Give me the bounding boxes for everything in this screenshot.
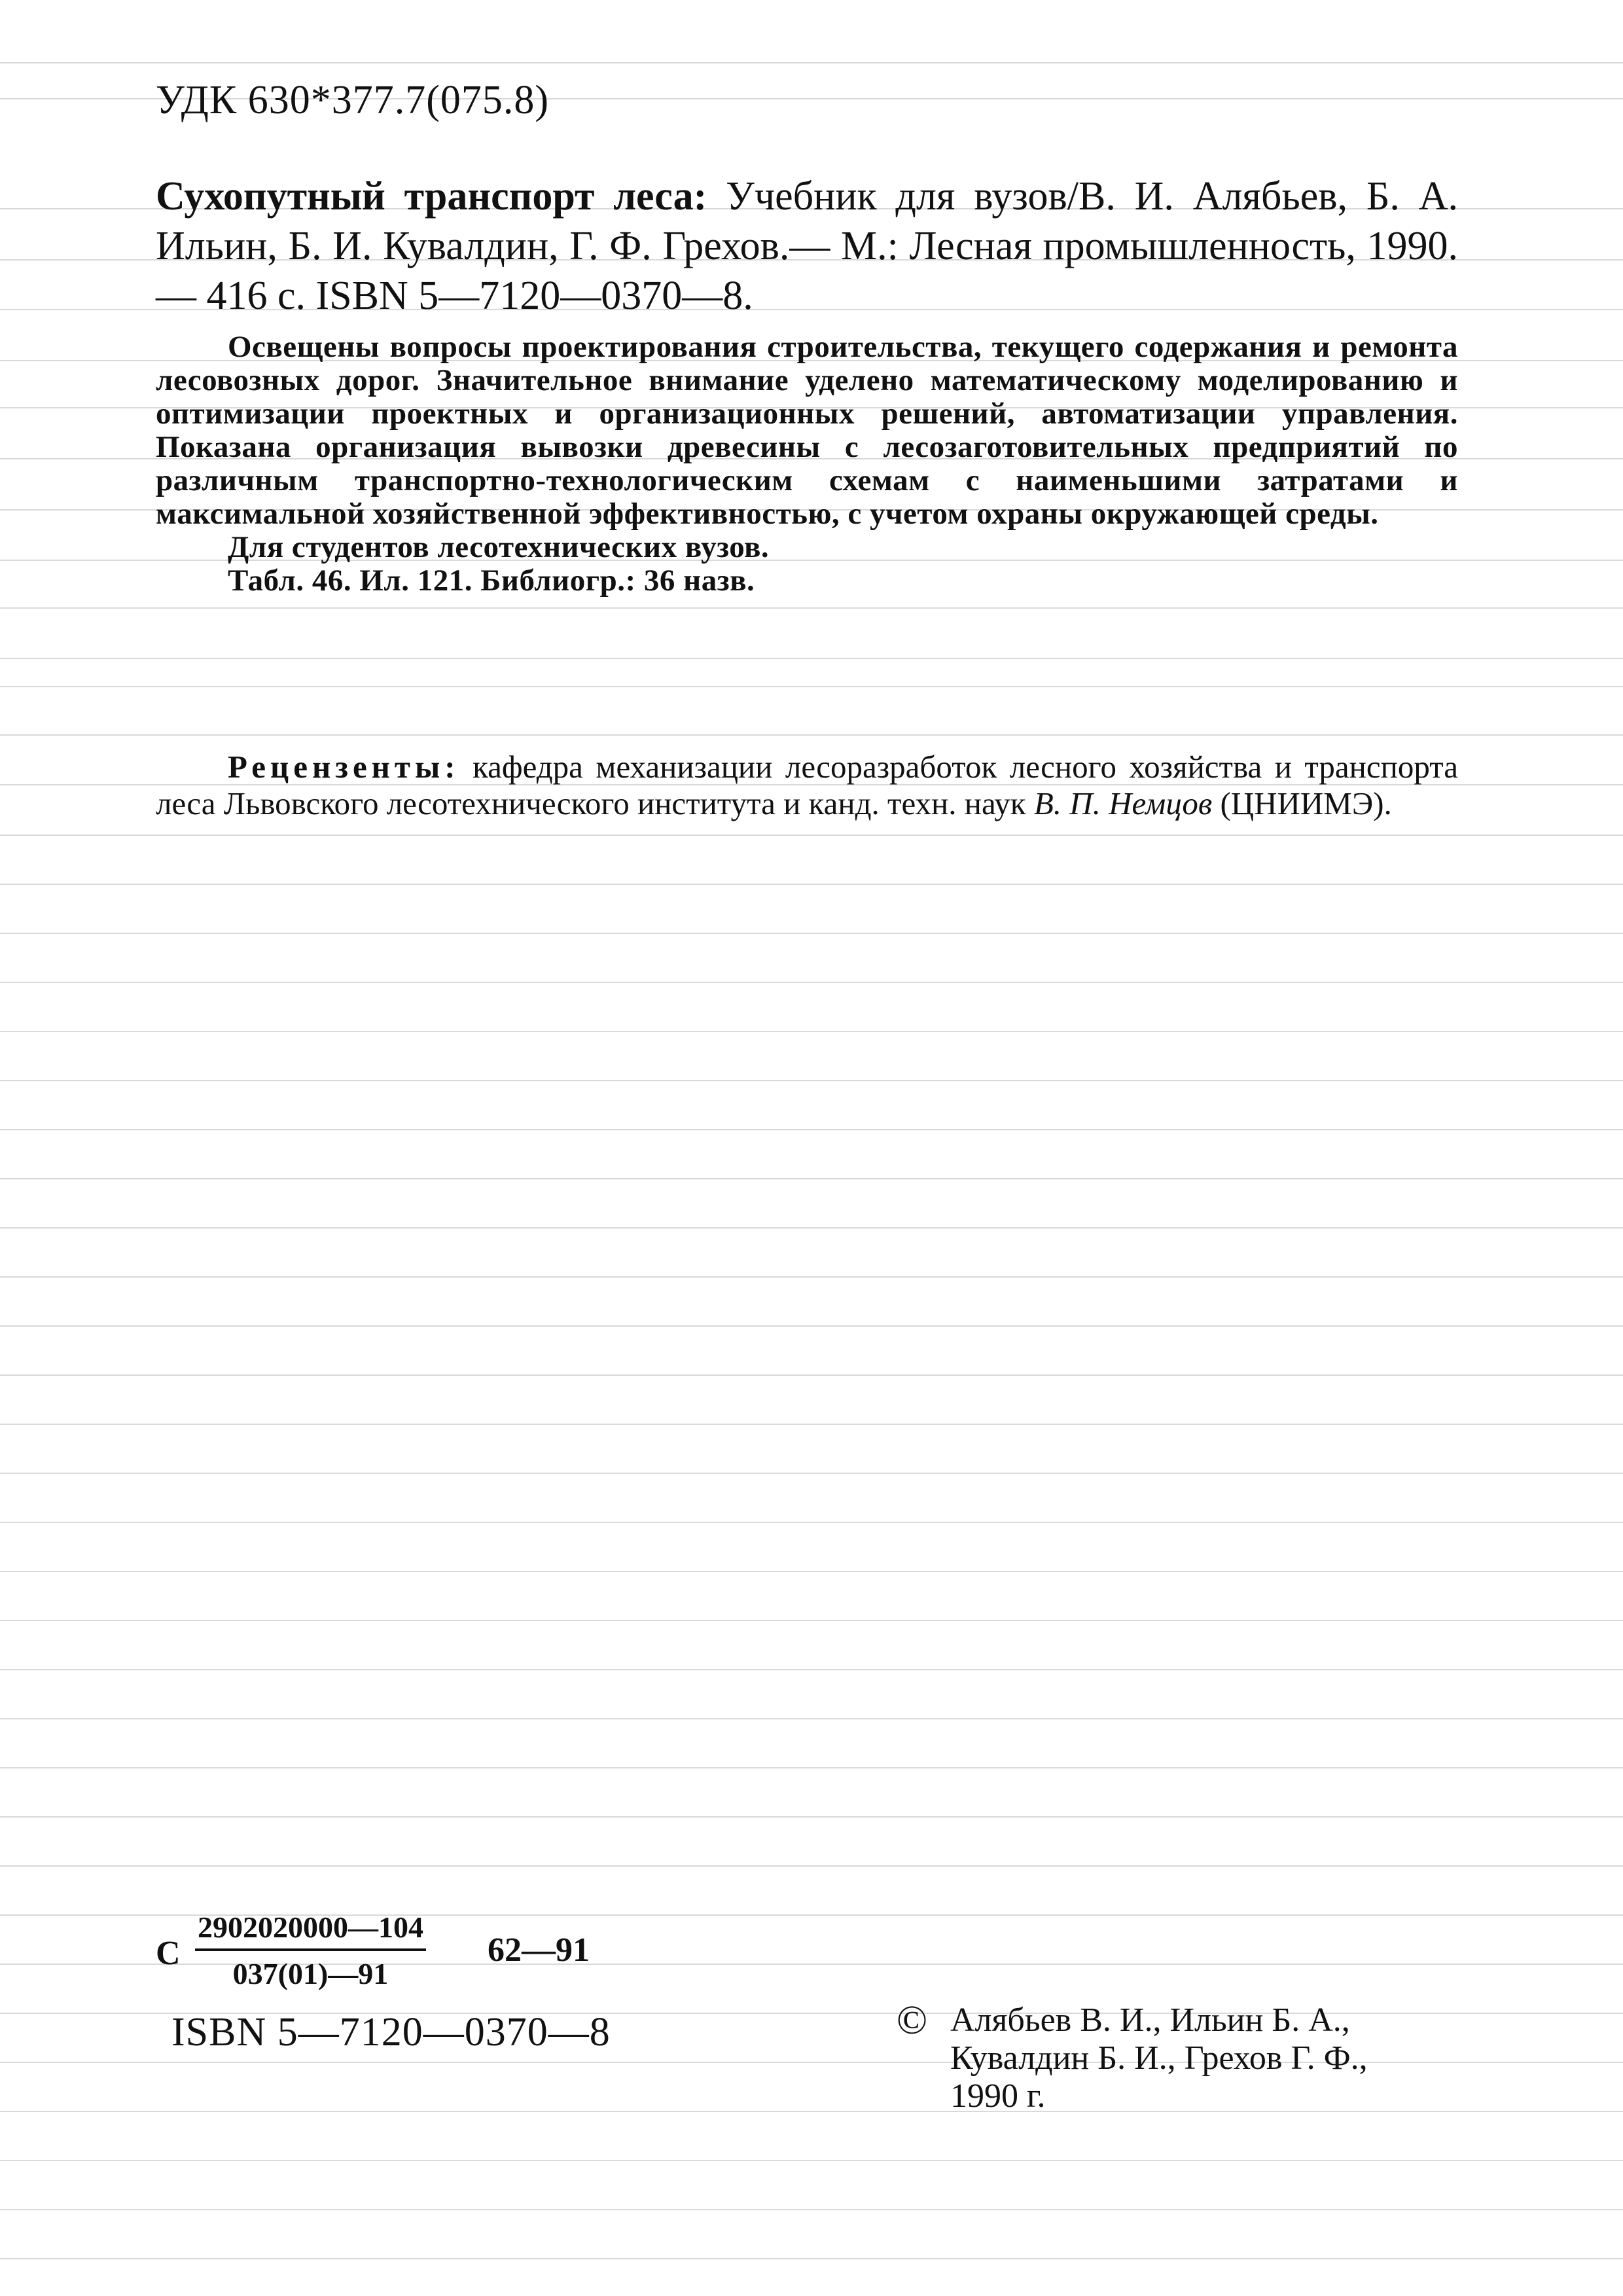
rule-line [0,1816,1623,1818]
rule-line [0,1276,1623,1278]
rule-line [0,834,1623,836]
catalog-code-letter: С [156,1935,181,1972]
audience-note: Для студентов лесотехнических вузов. [228,530,770,564]
rule-line [0,734,1623,736]
abstract-paragraph: Освещены вопросы проектирования строительства, текущего содержания и ремонта лесовозных дорог. Значительное внимание уделено математическому моделированию и оптимизации проектных и организационных решений, автоматизации управления. Показана организация вывозки древесины с лесозаготовительных предприятий по различным транспортно-технологическим схемам с наименьшими затратами и максимальной хозяйственной эффективностью, с учетом охраны окружающей среды. [156,330,1458,531]
rule-line [0,1767,1623,1768]
reviewer-org: (ЦНИИМЭ). [1212,785,1392,821]
reviewers-text: кафедра механизации лесоразработок лесного хозяйства и транспорта леса Львовского лесотехнического института и канд. техн. наук [156,749,1458,821]
copyright-icon: © [897,1998,928,2043]
rule-line [0,2160,1623,2161]
reviewer-name: В. П. Немцов [1033,785,1213,821]
rule-line [0,1865,1623,1867]
rule-line [0,1031,1623,1032]
citation-details: Учебник для вузов/В. И. Алябьев, Б. А. Ильин, Б. И. Кувалдин, Г. Ф. Грехов.— М.: Лесная промышленность, 1990.— 416 с. ISBN 5—7120—0370—8. [156,174,1458,318]
udc-code: УДК 630*377.7(075.8) [156,78,550,122]
copyright-holders [950,2001,1526,2115]
rule-line [0,1129,1623,1130]
rule-line [0,884,1623,885]
reviewers-label: Рецензенты: [228,749,460,785]
abstract [156,331,1458,598]
catalog-code-fraction [195,1910,426,1991]
rule-line [0,1718,1623,1719]
bibliographic-citation [156,171,1458,321]
rule-line [0,2258,1623,2259]
isbn: ISBN 5—7120—0370—8 [171,2010,611,2054]
copyright-line: Алябьев В. И., Ильин Б. А., [950,2001,1350,2039]
copyright-line: Кувалдин Б. И., Грехов Г. Ф., [950,2039,1368,2077]
rule-line [0,62,1623,63]
rule-line [0,933,1623,934]
rule-line [0,686,1623,687]
rule-line [0,1178,1623,1179]
catalog-code-denominator: 037(01)—91 [232,1957,389,1990]
tables-illustrations-note: Табл. 46. Ил. 121. Библиогр.: 36 назв. [228,564,755,598]
rule-line [0,1325,1623,1327]
rule-line [0,1424,1623,1425]
rule-line [0,1669,1623,1670]
catalog-code-suffix: 62—91 [488,1931,590,1969]
rule-line [0,658,1623,659]
book-title: Сухопутный транспорт леса: [156,174,707,219]
rule-line [0,1522,1623,1523]
rule-line [0,982,1623,983]
rule-line [0,1080,1623,1081]
copyright-year: 1990 г. [950,2077,1046,2115]
rule-line [0,1374,1623,1376]
rule-line [0,1620,1623,1621]
rule-line [0,1227,1623,1229]
rule-line [0,2209,1623,2210]
catalog-code-numerator: 2902020000—104 [198,1910,423,1944]
rule-line [0,607,1623,609]
reviewers-block [156,749,1458,822]
rule-line [0,1571,1623,1572]
rule-line [0,1473,1623,1474]
